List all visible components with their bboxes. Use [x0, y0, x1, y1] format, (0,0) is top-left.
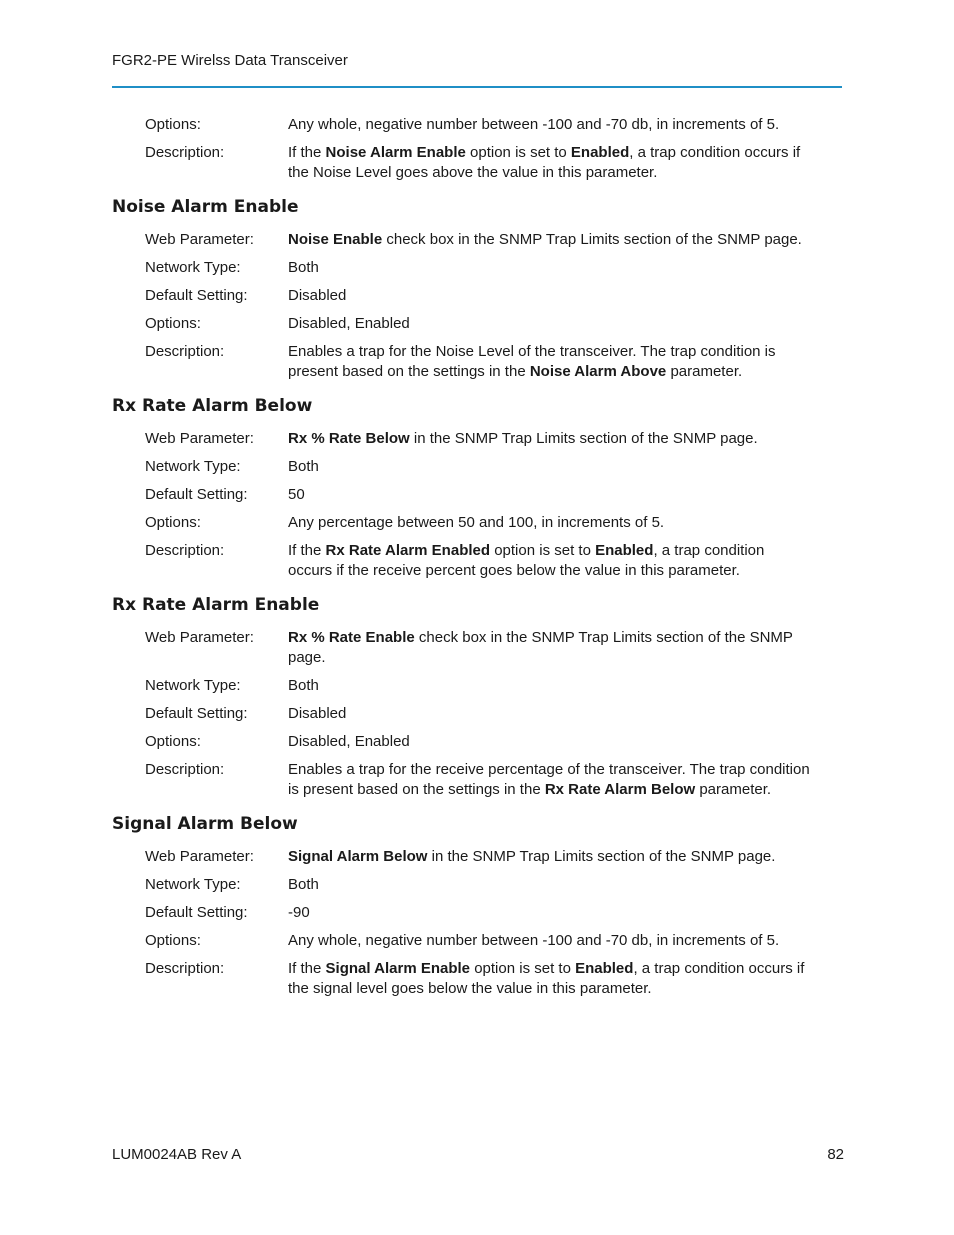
parameter-value: [288, 314, 810, 334]
parameter-row: [112, 314, 842, 334]
parameter-row: [112, 286, 842, 306]
section-heading: Rx Rate Alarm Enable: [112, 595, 320, 615]
parameter-value: [288, 847, 810, 867]
emphasized-text: Rx % Rate Enable: [288, 629, 415, 646]
parameter-label: Default Setting:: [145, 705, 248, 722]
parameter-label: Default Setting:: [145, 904, 248, 921]
text-run: , a trap condition occurs if the signal level goes below the value in this parameter.: [288, 960, 805, 997]
parameter-label: Web Parameter:: [145, 629, 254, 646]
parameter-value: [288, 875, 810, 895]
text-run: Any percentage between 50 and 100, in increments of 5.: [288, 514, 665, 531]
parameter-label: Web Parameter:: [145, 848, 254, 865]
parameter-row: [112, 429, 842, 449]
parameter-row: [112, 541, 842, 581]
parameter-value: [288, 457, 810, 477]
parameter-value: [288, 115, 810, 135]
parameter-row: [112, 457, 842, 477]
parameter-value: [288, 230, 810, 250]
text-run: Both: [288, 677, 319, 694]
section-heading: Rx Rate Alarm Below: [112, 396, 313, 416]
parameter-label: Description:: [145, 542, 225, 559]
parameter-value: [288, 732, 810, 752]
parameter-value: [288, 286, 810, 306]
text-run: check box in the SNMP Trap Limits section of the SNMP page.: [382, 231, 802, 248]
parameter-value: [288, 258, 810, 278]
parameter-section: [112, 394, 842, 581]
text-run: Any whole, negative number between -100 and -70 db, in increments of 5.: [288, 932, 780, 949]
parameter-label: Options:: [145, 116, 201, 133]
parameter-value: [288, 959, 810, 999]
parameter-row: [112, 230, 842, 250]
footer-page-number: 82: [827, 1146, 844, 1163]
parameter-label: Network Type:: [145, 677, 241, 694]
parameter-label: Options:: [145, 932, 201, 949]
page-header-title: FGR2-PE Wirelss Data Transceiver: [112, 52, 348, 69]
parameter-label: Default Setting:: [145, 486, 248, 503]
parameter-label: Options:: [145, 733, 201, 750]
text-run: check box in the SNMP Trap Limits section of the SNMP page.: [288, 629, 793, 666]
text-run: Enables a trap for the Noise Level of the transceiver. The trap condition is present based on the settings in the: [288, 343, 776, 380]
parameter-row: [112, 513, 842, 533]
emphasized-text: Enabled: [570, 144, 630, 161]
emphasized-text: Noise Alarm Above: [529, 363, 667, 380]
text-run: 50: [288, 486, 305, 503]
emphasized-text: Noise Alarm Enable: [325, 144, 466, 161]
parameter-row: [112, 143, 842, 183]
parameter-value: [288, 903, 810, 923]
emphasized-text: Rx Rate Alarm Below: [544, 781, 696, 798]
parameter-label: Description:: [145, 761, 225, 778]
text-run: , a trap condition occurs if the receive percent goes below the value in this parameter.: [288, 542, 765, 579]
text-run: -90: [288, 904, 310, 921]
parameter-row: [112, 903, 842, 923]
text-run: option is set to: [490, 542, 596, 559]
parameter-label: Description:: [145, 960, 225, 977]
parameter-label: Network Type:: [145, 876, 241, 893]
parameter-value: [288, 704, 810, 724]
footer-doc-id: LUM0024AB Rev A: [112, 1146, 242, 1163]
parameter-row: [112, 931, 842, 951]
parameter-row: [112, 485, 842, 505]
parameter-row: [112, 704, 842, 724]
parameter-label: Options:: [145, 514, 201, 531]
text-run: Disabled: [288, 287, 347, 304]
emphasized-text: Noise Enable: [288, 231, 383, 248]
parameter-value: [288, 676, 810, 696]
parameter-row: [112, 628, 842, 668]
text-run: Both: [288, 876, 319, 893]
text-run: option is set to: [465, 144, 571, 161]
parameter-label: Description:: [145, 343, 225, 360]
parameter-row: [112, 847, 842, 867]
parameter-label: Options:: [145, 315, 201, 332]
parameter-row: [112, 732, 842, 752]
emphasized-text: Rx % Rate Below: [288, 430, 410, 447]
parameter-section: [112, 812, 842, 999]
parameter-value: [288, 513, 810, 533]
parameter-label: Network Type:: [145, 259, 241, 276]
text-run: Any whole, negative number between -100 and -70 db, in increments of 5.: [288, 116, 780, 133]
text-run: option is set to: [470, 960, 576, 977]
parameter-label: Network Type:: [145, 458, 241, 475]
section-heading: Signal Alarm Below: [112, 814, 298, 834]
parameter-section: [112, 195, 842, 382]
parameter-row: [112, 875, 842, 895]
parameter-row: [112, 676, 842, 696]
parameter-label: Web Parameter:: [145, 231, 254, 248]
parameter-value: [288, 628, 810, 668]
parameter-row: [112, 115, 842, 135]
emphasized-text: Signal Alarm Enable: [325, 960, 471, 977]
section-heading: Noise Alarm Enable: [112, 197, 299, 217]
parameter-section: [112, 115, 842, 183]
emphasized-text: Enabled: [575, 960, 634, 977]
parameter-value: [288, 760, 810, 800]
text-run: Both: [288, 259, 319, 276]
parameter-label: Description:: [145, 144, 225, 161]
text-run: parameter.: [666, 363, 743, 380]
parameter-label: Web Parameter:: [145, 430, 254, 447]
parameter-value: [288, 342, 810, 382]
emphasized-text: Enabled: [595, 542, 654, 559]
text-run: Disabled, Enabled: [288, 733, 410, 750]
parameter-label: Default Setting:: [145, 287, 248, 304]
parameter-value: [288, 143, 810, 183]
parameter-row: [112, 760, 842, 800]
header-divider: [112, 86, 842, 88]
text-run: Disabled, Enabled: [288, 315, 410, 332]
parameter-section: [112, 593, 842, 800]
text-run: Disabled: [288, 705, 347, 722]
parameter-row: [112, 959, 842, 999]
document-body: [112, 115, 842, 1007]
parameter-row: [112, 258, 842, 278]
text-run: If the: [288, 960, 326, 977]
text-run: in the SNMP Trap Limits section of the SNMP page.: [409, 430, 758, 447]
parameter-value: [288, 429, 810, 449]
text-run: If the: [288, 144, 326, 161]
parameter-value: [288, 485, 810, 505]
text-run: , a trap condition occurs if the Noise Level goes above the value in this parameter.: [288, 144, 801, 181]
emphasized-text: Signal Alarm Below: [288, 848, 428, 865]
emphasized-text: Rx Rate Alarm Enabled: [325, 542, 491, 559]
text-run: Both: [288, 458, 319, 475]
parameter-value: [288, 541, 810, 581]
text-run: Enables a trap for the receive percentage of the transceiver. The trap condition is present based on the settings in the: [288, 761, 810, 798]
parameter-value: [288, 931, 810, 951]
text-run: parameter.: [695, 781, 772, 798]
parameter-row: [112, 342, 842, 382]
text-run: in the SNMP Trap Limits section of the SNMP page.: [427, 848, 776, 865]
text-run: If the: [288, 542, 326, 559]
